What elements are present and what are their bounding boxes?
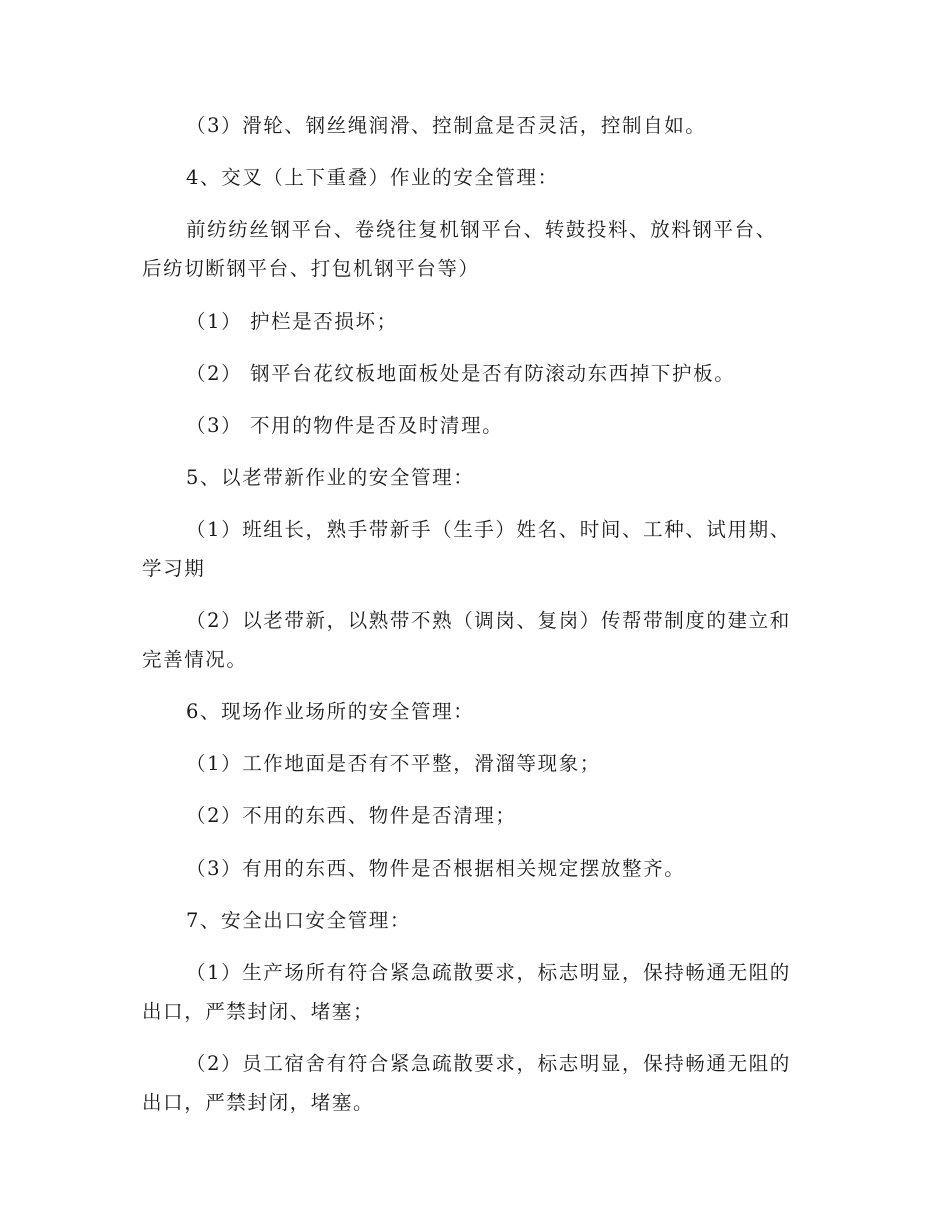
text-line: （2） 钢平台花纹板地面板处是否有防滚动东西掉下护板。	[186, 362, 736, 385]
text-line: 前纺纺丝钢平台、卷绕往复机钢平台、转鼓投料、放料钢平台、	[186, 218, 777, 241]
text-line: （1）生产场所有符合紧急疏散要求，标志明显，保持畅通无阻的	[186, 961, 791, 984]
text-line: （3） 不用的物件是否及时清理。	[186, 414, 504, 437]
text-line: （1）班组长，熟手带新手（生手）姓名、时间、工种、试用期、	[186, 518, 791, 541]
text-line: （3）有用的东西、物件是否根据相关规定摆放整齐。	[186, 857, 686, 880]
text-line: 学习期	[142, 557, 206, 580]
text-line: 出口，严禁封闭，堵塞。	[142, 1091, 375, 1114]
text-line: （1） 护栏是否损坏；	[186, 310, 398, 333]
text-line: 完善情况。	[142, 648, 248, 671]
text-line: （1）工作地面是否有不平整，滑溜等现象；	[186, 752, 601, 775]
section-heading: 5、以老带新作业的安全管理：	[186, 466, 475, 489]
text-line: 出口，严禁封闭、堵塞；	[142, 1000, 375, 1023]
section-heading: 6、现场作业场所的安全管理：	[186, 700, 475, 723]
text-line: （2）以老带新，以熟带不熟（调岗、复岗）传帮带制度的建立和	[186, 609, 791, 632]
text-line: （2）不用的东西、物件是否清理；	[186, 804, 517, 827]
text-line: （2）员工宿舍有符合紧急疏散要求，标志明显，保持畅通无阻的	[186, 1052, 791, 1075]
text-line: （3）滑轮、钢丝绳润滑、控制盒是否灵活，控制自如。	[186, 114, 707, 137]
section-heading: 4、交叉（上下重叠）作业的安全管理：	[186, 166, 559, 189]
section-heading: 7、安全出口安全管理：	[186, 909, 412, 932]
text-line: 后纺切断钢平台、打包机钢平台等）	[142, 257, 480, 280]
